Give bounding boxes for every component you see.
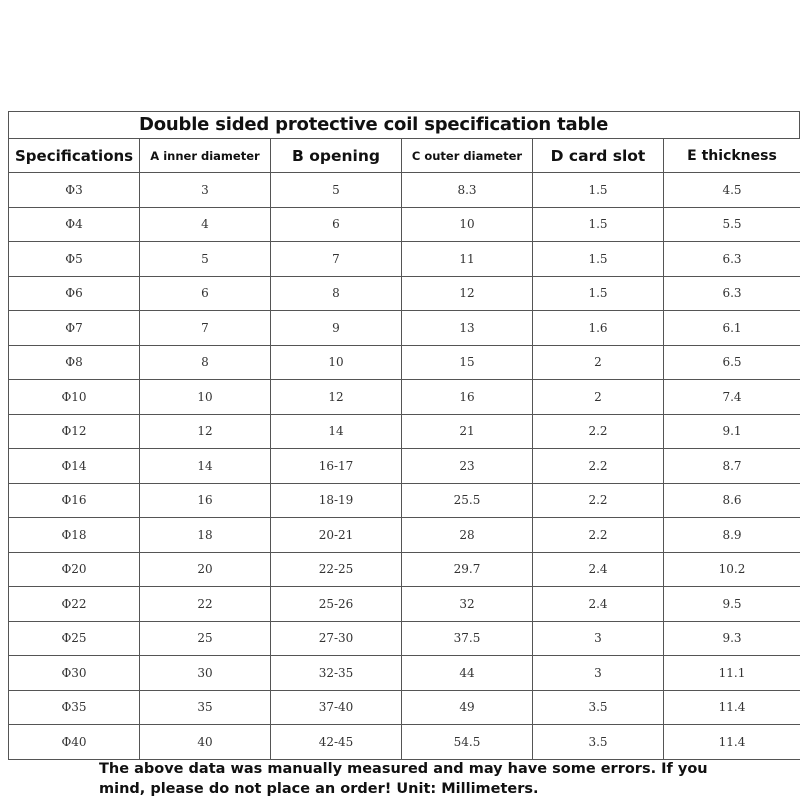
cell-thickness: 9.1: [664, 414, 800, 449]
table-title-row: [8, 111, 800, 138]
cell-inner-diameter: 4: [140, 207, 271, 242]
cell-thickness: 7.4: [664, 380, 800, 415]
table-row: [9, 345, 800, 380]
header-card-slot: D card slot: [533, 139, 664, 173]
table-row: [9, 552, 800, 587]
header-row: [9, 139, 800, 173]
cell-inner-diameter: 18: [140, 518, 271, 553]
cell-opening: 10: [271, 345, 402, 380]
cell-specification: Φ22: [9, 587, 140, 622]
table-row: [9, 414, 800, 449]
header-outer-diameter: C outer diameter: [402, 139, 533, 173]
cell-opening: 7: [271, 242, 402, 277]
table-row: [9, 518, 800, 553]
table-row: [9, 242, 800, 277]
cell-specification: Φ3: [9, 173, 140, 208]
cell-thickness: 9.3: [664, 621, 800, 656]
cell-inner-diameter: 10: [140, 380, 271, 415]
cell-card-slot: 2.2: [533, 518, 664, 553]
cell-thickness: 8.6: [664, 483, 800, 518]
table-row: [9, 587, 800, 622]
table-row: [9, 311, 800, 346]
cell-card-slot: 1.6: [533, 311, 664, 346]
cell-outer-diameter: 44: [402, 656, 533, 691]
cell-card-slot: 3: [533, 656, 664, 691]
cell-inner-diameter: 16: [140, 483, 271, 518]
footnote: The above data was manually measured and may have some errors. If you mind, please do not place an order! Unit: Millimeters.: [99, 761, 708, 797]
table-row: [9, 725, 800, 760]
cell-thickness: 4.5: [664, 173, 800, 208]
cell-inner-diameter: 35: [140, 690, 271, 725]
cell-specification: Φ4: [9, 207, 140, 242]
cell-inner-diameter: 3: [140, 173, 271, 208]
spec-table-container: [8, 111, 800, 760]
cell-opening: 8: [271, 276, 402, 311]
cell-outer-diameter: 10: [402, 207, 533, 242]
table-row: [9, 449, 800, 484]
cell-card-slot: 3.5: [533, 725, 664, 760]
cell-opening: 14: [271, 414, 402, 449]
cell-thickness: 8.9: [664, 518, 800, 553]
cell-inner-diameter: 6: [140, 276, 271, 311]
cell-outer-diameter: 8.3: [402, 173, 533, 208]
cell-thickness: 11.4: [664, 725, 800, 760]
cell-opening: 18-19: [271, 483, 402, 518]
table-row: [9, 483, 800, 518]
cell-outer-diameter: 28: [402, 518, 533, 553]
cell-inner-diameter: 40: [140, 725, 271, 760]
cell-opening: 9: [271, 311, 402, 346]
cell-thickness: 6.3: [664, 242, 800, 277]
cell-specification: Φ8: [9, 345, 140, 380]
cell-inner-diameter: 5: [140, 242, 271, 277]
cell-outer-diameter: 12: [402, 276, 533, 311]
table-body: [9, 173, 800, 760]
cell-specification: Φ6: [9, 276, 140, 311]
table-row: [9, 656, 800, 691]
cell-opening: 6: [271, 207, 402, 242]
cell-card-slot: 2.4: [533, 552, 664, 587]
cell-opening: 5: [271, 173, 402, 208]
header-specifications: Specifications: [9, 139, 140, 173]
cell-specification: Φ25: [9, 621, 140, 656]
cell-outer-diameter: 15: [402, 345, 533, 380]
cell-outer-diameter: 37.5: [402, 621, 533, 656]
cell-inner-diameter: 12: [140, 414, 271, 449]
cell-card-slot: 1.5: [533, 242, 664, 277]
cell-inner-diameter: 14: [140, 449, 271, 484]
cell-specification: Φ30: [9, 656, 140, 691]
cell-outer-diameter: 11: [402, 242, 533, 277]
cell-specification: Φ14: [9, 449, 140, 484]
cell-specification: Φ12: [9, 414, 140, 449]
cell-outer-diameter: 21: [402, 414, 533, 449]
cell-opening: 12: [271, 380, 402, 415]
cell-specification: Φ16: [9, 483, 140, 518]
cell-card-slot: 2.2: [533, 414, 664, 449]
cell-outer-diameter: 16: [402, 380, 533, 415]
cell-thickness: 6.1: [664, 311, 800, 346]
cell-opening: 16-17: [271, 449, 402, 484]
cell-outer-diameter: 29.7: [402, 552, 533, 587]
cell-thickness: 10.2: [664, 552, 800, 587]
cell-specification: Φ20: [9, 552, 140, 587]
cell-inner-diameter: 8: [140, 345, 271, 380]
cell-thickness: 6.5: [664, 345, 800, 380]
cell-specification: Φ10: [9, 380, 140, 415]
cell-thickness: 5.5: [664, 207, 800, 242]
cell-specification: Φ5: [9, 242, 140, 277]
table-row: [9, 621, 800, 656]
cell-opening: 25-26: [271, 587, 402, 622]
cell-card-slot: 1.5: [533, 276, 664, 311]
header-opening: B opening: [271, 139, 402, 173]
cell-inner-diameter: 22: [140, 587, 271, 622]
cell-opening: 20-21: [271, 518, 402, 553]
cell-specification: Φ18: [9, 518, 140, 553]
cell-inner-diameter: 20: [140, 552, 271, 587]
cell-card-slot: 2: [533, 380, 664, 415]
cell-outer-diameter: 54.5: [402, 725, 533, 760]
cell-card-slot: 3.5: [533, 690, 664, 725]
cell-card-slot: 2.2: [533, 449, 664, 484]
cell-inner-diameter: 25: [140, 621, 271, 656]
table-row: [9, 207, 800, 242]
cell-card-slot: 1.5: [533, 173, 664, 208]
cell-thickness: 9.5: [664, 587, 800, 622]
table-row: [9, 690, 800, 725]
cell-thickness: 11.4: [664, 690, 800, 725]
cell-card-slot: 3: [533, 621, 664, 656]
cell-thickness: 8.7: [664, 449, 800, 484]
cell-thickness: 6.3: [664, 276, 800, 311]
cell-opening: 42-45: [271, 725, 402, 760]
cell-opening: 32-35: [271, 656, 402, 691]
table-title: Double sided protective coil specification table: [139, 114, 609, 135]
cell-inner-diameter: 30: [140, 656, 271, 691]
table-row: [9, 380, 800, 415]
table-row: [9, 276, 800, 311]
cell-specification: Φ35: [9, 690, 140, 725]
cell-specification: Φ7: [9, 311, 140, 346]
spec-table: [8, 138, 800, 760]
cell-outer-diameter: 49: [402, 690, 533, 725]
cell-opening: 37-40: [271, 690, 402, 725]
header-inner-diameter: A inner diameter: [140, 139, 271, 173]
cell-card-slot: 1.5: [533, 207, 664, 242]
cell-card-slot: 2.2: [533, 483, 664, 518]
cell-inner-diameter: 7: [140, 311, 271, 346]
cell-outer-diameter: 32: [402, 587, 533, 622]
cell-thickness: 11.1: [664, 656, 800, 691]
cell-opening: 27-30: [271, 621, 402, 656]
cell-outer-diameter: 13: [402, 311, 533, 346]
cell-opening: 22-25: [271, 552, 402, 587]
table-row: [9, 173, 800, 208]
cell-outer-diameter: 23: [402, 449, 533, 484]
cell-outer-diameter: 25.5: [402, 483, 533, 518]
header-thickness: E thickness: [664, 139, 800, 173]
cell-card-slot: 2: [533, 345, 664, 380]
cell-card-slot: 2.4: [533, 587, 664, 622]
cell-specification: Φ40: [9, 725, 140, 760]
